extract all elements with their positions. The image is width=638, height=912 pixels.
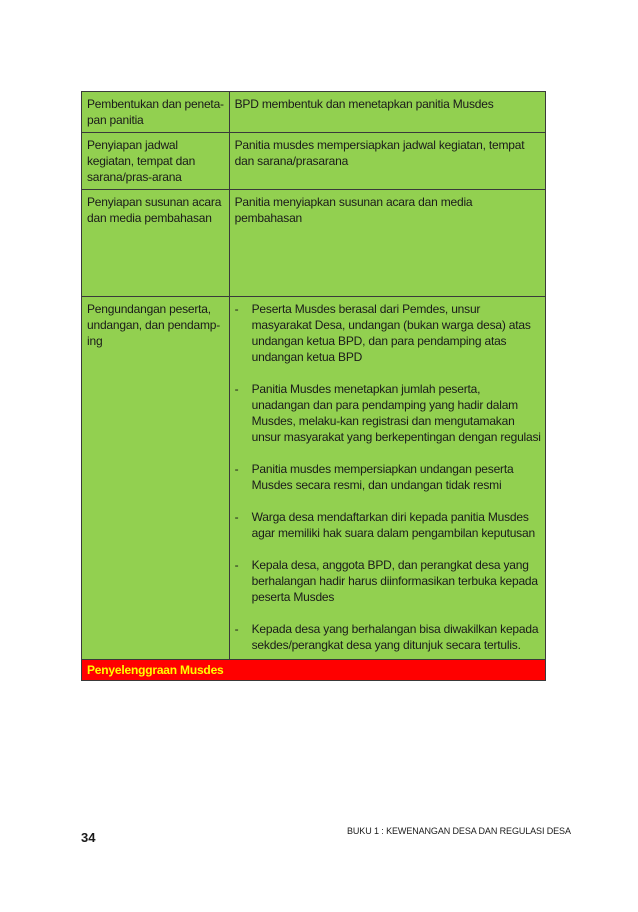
list-item-text: Panitia Musdes menetapkan jumlah peserta, unadangan dan para pendamping yang hadir dalam Musdes, melaku-kan registrasi dan mengutamakan unsur masyarakat yang berkepentingan dengan regulasi	[251, 382, 541, 444]
list-item-text: Warga desa mendaftarkan diri kepada panitia Musdes agar memiliki hak suara dalam pengambilan keputusan	[251, 510, 535, 540]
running-footer-title: BUKU 1 : KEWENANGAN DESA DAN REGULASI DESA	[347, 826, 571, 836]
step-cell: Pembentukan dan peneta-pan panitia	[82, 92, 230, 133]
step-cell: Pengundangan peserta, undangan, dan pendamp-ing	[82, 297, 230, 660]
description-cell	[229, 297, 545, 660]
step-cell: Penyiapan susunan acara dan media pembahasan	[82, 190, 230, 297]
table-row	[82, 92, 546, 133]
bullet-dash: -	[234, 462, 239, 476]
table-row	[82, 190, 546, 297]
table-row	[82, 133, 546, 190]
description-cell: Panitia musdes mempersiapkan jadwal kegiatan, tempat dan sarana/prasarana	[229, 133, 545, 190]
list-item	[235, 621, 541, 653]
list-item-text: Kepala desa, anggota BPD, dan perangkat desa yang berhalangan hadir harus diinformasikan terbuka kepada peserta Musdes	[251, 558, 538, 604]
procedure-table-container	[81, 91, 546, 681]
description-cell: Panitia menyiapkan susunan acara dan media pembahasan	[229, 190, 545, 297]
list-item	[235, 509, 541, 541]
step-cell: Penyiapan jadwal kegiatan, tempat dan sarana/pras-arana	[82, 133, 230, 190]
list-item	[235, 557, 541, 605]
bullet-dash: -	[234, 302, 239, 316]
description-cell: BPD membentuk dan menetapkan panitia Musdes	[229, 92, 545, 133]
page-number: 34	[81, 830, 96, 845]
list-item-text: Peserta Musdes berasal dari Pemdes, unsur masyarakat Desa, undangan (bukan warga desa) atas undangan ketua BPD, dan para pendamping atas undangan ketua BPD	[251, 302, 531, 364]
table-row	[82, 297, 546, 660]
section-heading: Penyelenggraan Musdes	[82, 660, 546, 681]
bullet-dash: -	[234, 510, 239, 524]
bullet-dash: -	[234, 382, 239, 396]
bullet-dash: -	[234, 558, 239, 572]
list-item	[235, 381, 541, 445]
list-item	[235, 461, 541, 493]
list-item-text: Panitia musdes mempersiapkan undangan peserta Musdes secara resmi, dan undangan tidak resmi	[251, 462, 514, 492]
list-item	[235, 301, 541, 365]
procedure-table	[81, 91, 546, 681]
bullet-dash: -	[234, 622, 239, 636]
list-item-text: Kepada desa yang berhalangan bisa diwakilkan kepada sekdes/perangkat desa yang ditunjuk secara tertulis.	[251, 622, 539, 652]
bullet-list	[235, 301, 541, 653]
section-heading-row	[82, 660, 546, 681]
